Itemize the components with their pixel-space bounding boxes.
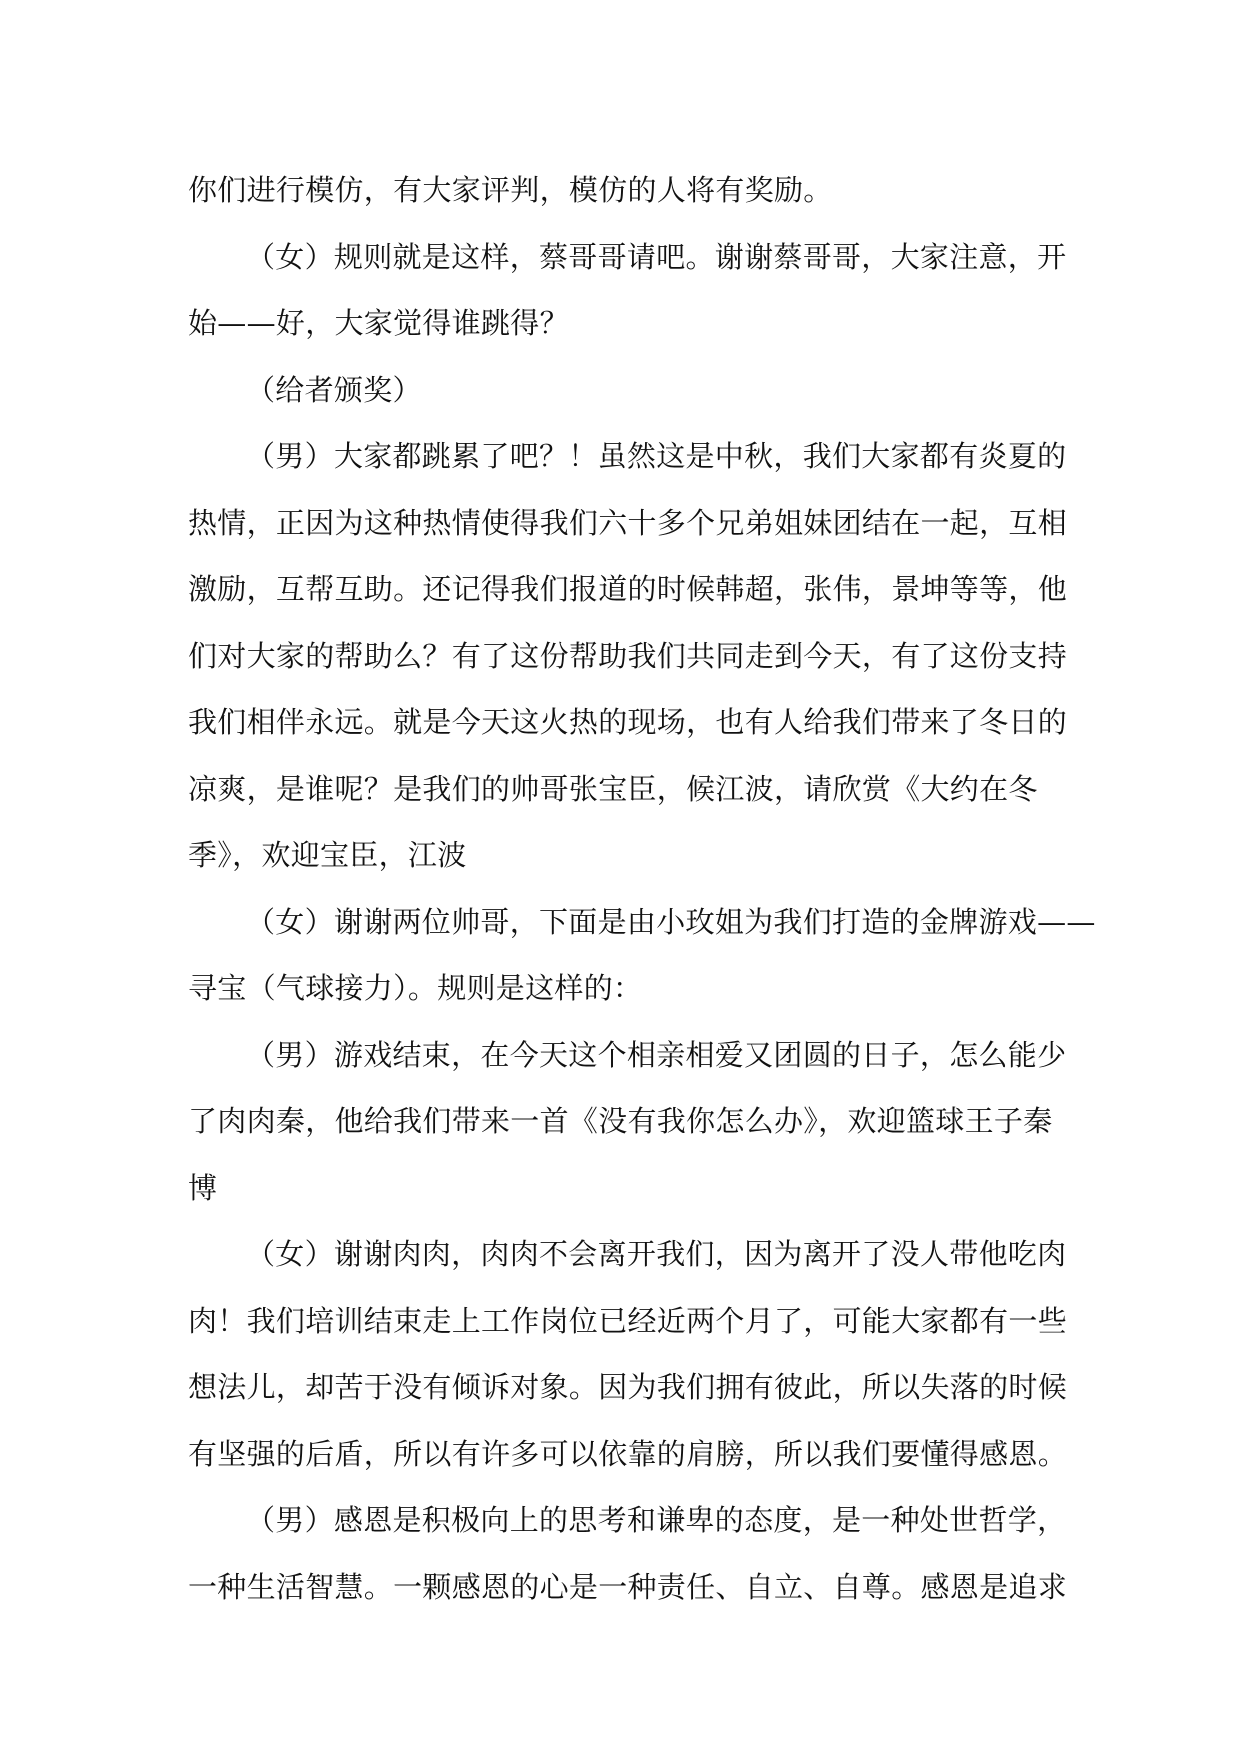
text-line: （女）规则就是这样，蔡哥哥请吧。谢谢蔡哥哥，大家注意，开 — [246, 239, 1067, 274]
paragraph-7 — [188, 1221, 1068, 1487]
text-line: 激励，互帮互助。还记得我们报道的时候韩超，张伟，景坤等等，他 — [188, 572, 1068, 606]
text-line: 们对大家的帮助么？有了这份帮助我们共同走到今天，有了这份支持 — [188, 638, 1068, 673]
text-line: 凉爽，是谁呢？是我们的帅哥张宝臣，候江波，请欣赏《大约在冬 — [188, 771, 1038, 806]
paragraph-3 — [188, 357, 1053, 424]
text-line: 了肉肉秦，他给我们带来一首《没有我你怎么办》，欢迎篮球王子秦 — [188, 1104, 1053, 1138]
text-line: 热情，正因为这种热情使得我们六十多个兄弟姐妹团结在一起，互相 — [188, 505, 1068, 540]
text-line: 始——好，大家觉得谁跳得？ — [188, 306, 569, 340]
paragraph-8 — [188, 1487, 1068, 1620]
text-line: （男）大家都跳累了吧？！虽然这是中秋，我们大家都有炎夏的 — [246, 439, 1067, 473]
paragraph-2 — [188, 224, 1067, 357]
paragraph-1 — [188, 157, 1053, 224]
text-line: （男）感恩是积极向上的思考和谦卑的态度，是一种处世哲学， — [246, 1503, 1067, 1537]
paragraph-5 — [188, 889, 1096, 1022]
text-line: 肉！我们培训结束走上工作岗位已经近两个月了，可能大家都有一些 — [188, 1303, 1068, 1338]
text-line: 有坚强的后盾，所以有许多可以依靠的肩膀，所以我们要懂得感恩。 — [188, 1436, 1068, 1471]
text-line: 你们进行模仿，有大家评判，模仿的人将有奖励。 — [188, 173, 833, 207]
text-line: 我们相伴永远。就是今天这火热的现场，也有人给我们带来了冬日的 — [188, 705, 1068, 739]
text-line: 博 — [188, 1170, 218, 1205]
text-line: 想法儿，却苦于没有倾诉对象。因为我们拥有彼此，所以失落的时候 — [188, 1370, 1068, 1404]
paragraph-4 — [188, 423, 1068, 889]
paragraph-6 — [188, 1022, 1067, 1222]
text-line: （男）游戏结束，在今天这个相亲相爱又团圆的日子，怎么能少 — [246, 1037, 1067, 1072]
text-line: （女）谢谢两位帅哥，下面是由小玫姐为我们打造的金牌游戏—— — [246, 904, 1096, 939]
text-line: 一种生活智慧。一颗感恩的心是一种责任、自立、自尊。感恩是追求 — [188, 1569, 1068, 1604]
text-line: 寻宝（气球接力）。规则是这样的： — [188, 971, 643, 1005]
text-line: （女）谢谢肉肉，肉肉不会离开我们，因为离开了没人带他吃肉 — [246, 1237, 1067, 1271]
text-line: 季》，欢迎宝臣，江波 — [188, 838, 467, 872]
document-body — [188, 157, 1096, 1620]
text-line: （给者颁奖） — [246, 372, 422, 407]
